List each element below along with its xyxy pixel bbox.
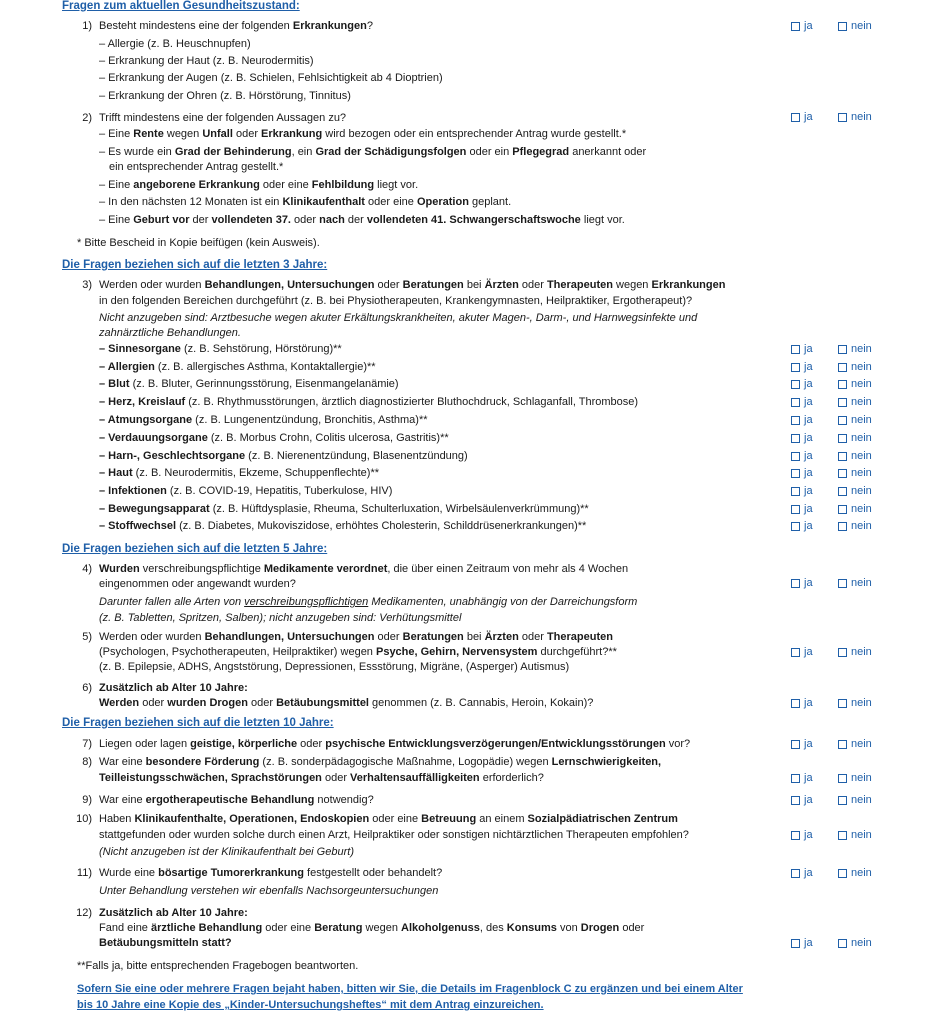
final-instruction-continued: bis 10 Jahre eine Kopie des „Kinder-Untersuchungsheftes“ mit dem Antrag einzureichen. [77, 999, 544, 1011]
question-3-item-sensory: – Sinnesorgane (z. B. Sehstörung, Hörstörung)** [99, 343, 342, 355]
yes-option[interactable]: ja [791, 937, 813, 950]
question-5-text: Werden oder wurden Behandlungen, Untersuchungen oder Beratungen bei Ärzten oder Therapeuten [99, 631, 613, 643]
no-option[interactable]: nein [838, 450, 872, 463]
question-number: 3) [82, 279, 92, 291]
question-5-text-continued: (Psychologen, Psychotherapeuten, Heilpraktiker) wegen Psyche, Gehirn, Nervensystem durchgeführt?** [99, 646, 617, 658]
question-1-text: Besteht mindestens eine der folgenden Erkrankungen? [99, 20, 373, 32]
question-number: 11) [76, 867, 92, 879]
yes-option[interactable]: ja [791, 520, 813, 533]
question-4-note: Darunter fallen alle Arten von verschreibungspflichtigen Medikamenten, unabhängig von der Darreichungsform [99, 596, 638, 608]
checkbox-icon[interactable] [838, 22, 847, 31]
checkbox-icon[interactable] [838, 522, 847, 531]
yes-option[interactable]: ja [791, 414, 813, 427]
question-11-note: Unter Behandlung verstehen wir ebenfalls Nachsorgeuntersuchungen [99, 885, 439, 897]
checkbox-icon[interactable] [838, 831, 847, 840]
checkbox-icon[interactable] [838, 740, 847, 749]
question-6-text: Werden oder wurden Drogen oder Betäubungsmittel genommen (z. B. Cannabis, Heroin, Kokain)? [99, 697, 594, 709]
checkbox-icon[interactable] [791, 579, 800, 588]
checkbox-icon[interactable] [791, 380, 800, 389]
question-6-age-note: Zusätzlich ab Alter 10 Jahre: [99, 682, 248, 694]
question-1-item: – Erkrankung der Augen (z. B. Schielen, Fehlsichtigkeit ab 4 Dioptrien) [99, 72, 443, 84]
no-option[interactable]: nein [838, 378, 872, 391]
no-option[interactable]: nein [838, 414, 872, 427]
no-option[interactable]: nein [838, 738, 872, 751]
question-number: 10) [76, 813, 92, 825]
checkbox-icon[interactable] [791, 869, 800, 878]
checkbox-icon[interactable] [791, 469, 800, 478]
question-5-examples: (z. B. Epilepsie, ADHS, Angststörung, Depressionen, Essstörung, Migräne, (Asperger) Autismus) [99, 661, 570, 673]
checkbox-icon[interactable] [791, 648, 800, 657]
checkbox-icon[interactable] [791, 416, 800, 425]
question-number: 8) [82, 756, 92, 768]
yes-option[interactable]: ja [791, 503, 813, 516]
yes-option[interactable]: ja [791, 577, 813, 590]
question-3-text-continued: in den folgenden Bereichen durchgeführt (z. B. bei Physiotherapeuten, Krankengymnasten, Heilpraktiker, Ergotherapeut)? [99, 295, 693, 307]
question-10-text-continued: stattgefunden oder wurden solche durch einen Arzt, Heilpraktiker oder sonstigen nichtärztlichen Therapeuten empfohlen? [99, 829, 689, 841]
checkbox-icon[interactable] [791, 434, 800, 443]
question-3-note: Nicht anzugeben sind: Arztbesuche wegen akuter Erkältungskrankheiten, akuter Magen-, Darm-, und Harnwegsinfekte und [99, 312, 698, 324]
checkbox-icon[interactable] [791, 699, 800, 708]
footnote: * Bitte Bescheid in Kopie beifügen (kein Ausweis). [77, 237, 320, 249]
checkbox-icon[interactable] [791, 831, 800, 840]
checkbox-icon[interactable] [791, 22, 800, 31]
no-option[interactable]: nein [838, 646, 872, 659]
yes-option[interactable]: ja [791, 361, 813, 374]
checkbox-icon[interactable] [791, 774, 800, 783]
no-option[interactable]: nein [838, 467, 872, 480]
question-12-text-continued: Betäubungsmitteln statt? [99, 937, 232, 949]
section-heading-current-health: Fragen zum aktuellen Gesundheitszustand: [62, 0, 300, 12]
question-2-item: – In den nächsten 12 Monaten ist ein Klinikaufenthalt oder eine Operation geplant. [99, 196, 512, 208]
checkbox-icon[interactable] [791, 796, 800, 805]
no-option[interactable]: nein [838, 829, 872, 842]
yes-option[interactable]: ja [791, 829, 813, 842]
yes-option[interactable]: ja [791, 378, 813, 391]
checkbox-icon[interactable] [838, 380, 847, 389]
question-3-item-blood: – Blut (z. B. Bluter, Gerinnungsstörung, Eisenmangelanämie) [99, 378, 399, 390]
checkbox-icon[interactable] [838, 398, 847, 407]
question-number: 7) [82, 738, 92, 750]
question-12-age-note: Zusätzlich ab Alter 10 Jahre: [99, 907, 248, 919]
checkbox-icon[interactable] [791, 522, 800, 531]
checkbox-icon[interactable] [838, 113, 847, 122]
question-number: 9) [82, 794, 92, 806]
no-option[interactable]: nein [838, 361, 872, 374]
question-4-text: Wurden verschreibungspflichtige Medikamente verordnet, die über einen Zeitraum von mehr als 4 Wochen [99, 563, 629, 575]
question-2-item: – Eine Geburt vor der vollendeten 37. oder nach der vollendeten 41. Schwangerschaftswoche liegt vor. [99, 214, 625, 226]
question-3-item-infections: – Infektionen (z. B. COVID-19, Hepatitis, Tuberkulose, HIV) [99, 485, 393, 497]
question-number: 2) [82, 112, 92, 124]
question-number: 12) [76, 907, 92, 919]
checkbox-icon[interactable] [838, 416, 847, 425]
question-number: 4) [82, 563, 92, 575]
section-heading-3-years: Die Fragen beziehen sich auf die letzten 3 Jahre: [62, 259, 328, 271]
no-option[interactable]: nein [838, 503, 872, 516]
final-instruction: Sofern Sie eine oder mehrere Fragen bejaht haben, bitten wir Sie, die Details im Fragenblock C zu ergänzen und bei einem Alter [77, 983, 743, 995]
yes-option[interactable]: ja [791, 697, 813, 710]
checkbox-icon[interactable] [791, 398, 800, 407]
yes-option[interactable]: ja [791, 396, 813, 409]
no-option[interactable]: nein [838, 111, 872, 124]
yes-option[interactable]: ja [791, 646, 813, 659]
no-option[interactable]: nein [838, 343, 872, 356]
footnote: **Falls ja, bitte entsprechenden Fragebogen beantworten. [77, 960, 359, 972]
checkbox-icon[interactable] [838, 505, 847, 514]
checkbox-icon[interactable] [838, 345, 847, 354]
section-heading-10-years: Die Fragen beziehen sich auf die letzten 10 Jahre: [62, 717, 334, 729]
no-option[interactable]: nein [838, 432, 872, 445]
yes-option[interactable]: ja [791, 111, 813, 124]
checkbox-icon[interactable] [791, 740, 800, 749]
checkbox-icon[interactable] [838, 452, 847, 461]
checkbox-icon[interactable] [838, 939, 847, 948]
checkbox-icon[interactable] [838, 648, 847, 657]
checkbox-icon[interactable] [838, 579, 847, 588]
checkbox-icon[interactable] [838, 363, 847, 372]
no-option[interactable]: nein [838, 485, 872, 498]
question-8-text: War eine besondere Förderung (z. B. sonderpädagogische Maßnahme, Logopädie) wegen Lernschwierigkeiten, [99, 756, 662, 768]
question-3-item-allergies: – Allergien (z. B. allergisches Asthma, Kontaktallergie)** [99, 361, 376, 373]
no-option[interactable]: nein [838, 794, 872, 807]
yes-option[interactable]: ja [791, 450, 813, 463]
question-1-item: – Erkrankung der Ohren (z. B. Hörstörung, Tinnitus) [99, 90, 351, 102]
no-option[interactable]: nein [838, 772, 872, 785]
no-option[interactable]: nein [838, 867, 872, 880]
yes-option[interactable]: ja [791, 867, 813, 880]
question-number: 6) [82, 682, 92, 694]
question-2-item: – Eine angeborene Erkrankung oder eine Fehlbildung liegt vor. [99, 179, 419, 191]
question-2-item-continued: ein entsprechender Antrag gestellt.* [109, 161, 284, 173]
checkbox-icon[interactable] [791, 939, 800, 948]
question-10-note: (Nicht anzugeben ist der Klinikaufenthalt bei Geburt) [99, 846, 354, 858]
question-3-item-heart: – Herz, Kreislauf (z. B. Rhythmusstörungen, ärztlich diagnostizierter Bluthochdruck, Schlaganfall, Thrombose) [99, 396, 639, 408]
checkbox-icon[interactable] [791, 363, 800, 372]
question-number: 1) [82, 20, 92, 32]
checkbox-icon[interactable] [791, 487, 800, 496]
question-4-text-continued: eingenommen oder angewandt wurden? [99, 578, 296, 590]
question-4-note: (z. B. Tabletten, Spritzen, Salben); nicht anzugeben sind: Verhütungsmittel [99, 612, 462, 624]
yes-option[interactable]: ja [791, 343, 813, 356]
checkbox-icon[interactable] [838, 469, 847, 478]
no-option[interactable]: nein [838, 20, 872, 33]
checkbox-icon[interactable] [838, 699, 847, 708]
question-1-item: – Erkrankung der Haut (z. B. Neurodermitis) [99, 55, 314, 67]
no-option[interactable]: nein [838, 396, 872, 409]
checkbox-icon[interactable] [791, 452, 800, 461]
question-3-item-urogenital: – Harn-, Geschlechtsorgane (z. B. Nierenentzündung, Blasenentzündung) [99, 450, 468, 462]
yes-option[interactable]: ja [791, 772, 813, 785]
section-heading-5-years: Die Fragen beziehen sich auf die letzten 5 Jahre: [62, 543, 328, 555]
question-3-item-digestive: – Verdauungsorgane (z. B. Morbus Crohn, Colitis ulcerosa, Gastritis)** [99, 432, 449, 444]
question-3-item-musculoskeletal: – Bewegungsapparat (z. B. Hüftdysplasie, Rheuma, Schulterluxation, Wirbelsäulenverkrümmung)** [99, 503, 589, 515]
question-3-item-metabolism: – Stoffwechsel (z. B. Diabetes, Mukoviszidose, erhöhtes Cholesterin, Schilddrüsenerkrankungen)** [99, 520, 587, 532]
question-7-text: Liegen oder lagen geistige, körperliche oder psychische Entwicklungsverzögerungen/Entwicklungsstörungen vor? [99, 738, 691, 750]
checkbox-icon[interactable] [838, 434, 847, 443]
question-3-item-respiratory: – Atmungsorgane (z. B. Lungenentzündung, Bronchitis, Asthma)** [99, 414, 428, 426]
checkbox-icon[interactable] [838, 796, 847, 805]
checkbox-icon[interactable] [838, 487, 847, 496]
checkbox-icon[interactable] [791, 505, 800, 514]
no-option[interactable]: nein [838, 577, 872, 590]
question-3-item-skin: – Haut (z. B. Neurodermitis, Ekzeme, Schuppenflechte)** [99, 467, 380, 479]
no-option[interactable]: nein [838, 937, 872, 950]
yes-option[interactable]: ja [791, 738, 813, 751]
question-9-text: War eine ergotherapeutische Behandlung notwendig? [99, 794, 374, 806]
question-1-item: – Allergie (z. B. Heuschnupfen) [99, 38, 251, 50]
yes-option[interactable]: ja [791, 794, 813, 807]
question-3-text: Werden oder wurden Behandlungen, Untersuchungen oder Beratungen bei Ärzten oder Therapeuten wegen Erkrankungen [99, 279, 726, 291]
checkbox-icon[interactable] [838, 869, 847, 878]
yes-option[interactable]: ja [791, 485, 813, 498]
question-8-text-continued: Teilleistungsschwächen, Sprachstörungen oder Verhaltensauffälligkeiten erforderlich? [99, 772, 544, 784]
question-2-item: – Eine Rente wegen Unfall oder Erkrankung wird bezogen oder ein entsprechender Antrag wurde gestellt.* [99, 128, 627, 140]
question-2-item: – Es wurde ein Grad der Behinderung, ein Grad der Schädigungsfolgen oder ein Pflegegrad anerkannt oder [99, 146, 647, 158]
checkbox-icon[interactable] [838, 774, 847, 783]
question-3-note: zahnärztliche Behandlungen. [99, 327, 241, 339]
no-option[interactable]: nein [838, 520, 872, 533]
question-number: 5) [82, 631, 92, 643]
yes-option[interactable]: ja [791, 432, 813, 445]
question-2-text: Trifft mindestens eine der folgenden Aussagen zu? [99, 112, 347, 124]
question-12-text: Fand eine ärztliche Behandlung oder eine Beratung wegen Alkoholgenuss, des Konsums von Drogen oder [99, 922, 645, 934]
question-10-text: Haben Klinikaufenthalte, Operationen, Endoskopien oder eine Betreuung an einem Sozialpädiatrischen Zentrum [99, 813, 678, 825]
no-option[interactable]: nein [838, 697, 872, 710]
checkbox-icon[interactable] [791, 113, 800, 122]
checkbox-icon[interactable] [791, 345, 800, 354]
question-11-text: Wurde eine bösartige Tumorerkrankung festgestellt oder behandelt? [99, 867, 443, 879]
yes-option[interactable]: ja [791, 467, 813, 480]
yes-option[interactable]: ja [791, 20, 813, 33]
